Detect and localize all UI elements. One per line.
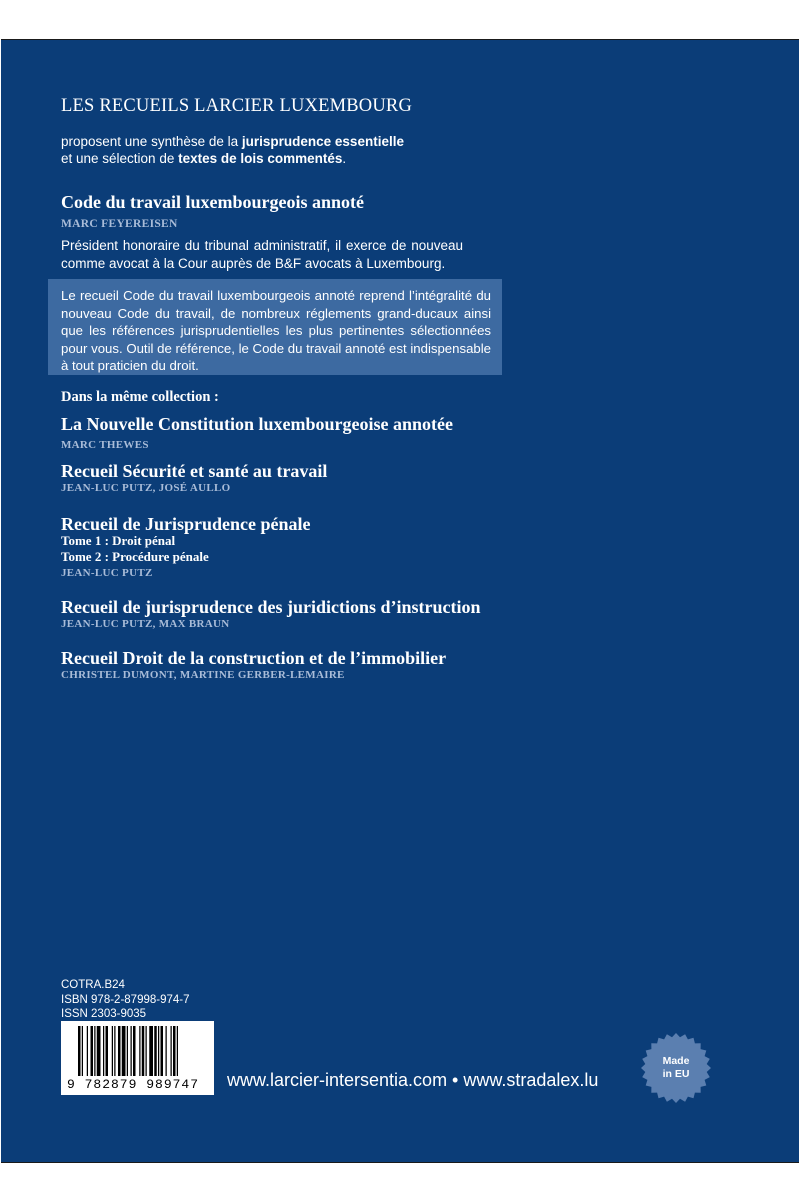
summary-box [48,279,502,375]
summary-line: que les références jurisprudentielles les plus pertinentes sélectionnées [61,323,491,339]
barcode-digits: 9 782879 989747 [67,1077,200,1092]
intro-line-2-text: et une sélection de [61,151,179,166]
barcode-bar [94,1026,95,1076]
intro-text [61,133,404,167]
summary-line: pour vous. Outil de référence, le Code du travail annoté est indispensable [61,340,491,356]
back-cover [1,39,799,1163]
barcode-bar [161,1026,164,1076]
barcode-bar [171,1026,172,1076]
intro-line-1-text: proposent une synthèse de la [61,134,242,149]
summary-line: Le recueil Code du travail luxembourgeois annoté reprend l’intégralité du [61,288,491,303]
book-author: CHRISTEL DUMONT, MARTINE GERBER-LEMAIRE [61,669,345,681]
book-title: Recueil de jurisprudence des juridictions d’instruction [61,597,481,617]
collection-title: LES RECUEILS LARCIER LUXEMBOURG [61,96,413,116]
barcode-bar [149,1026,153,1076]
summary-text [61,287,491,375]
main-book-author: MARC FEYEREISEN [61,218,178,230]
badge-text [640,1055,712,1080]
book-author: MARC THEWES [61,439,149,451]
summary-line: nouveau Code du travail, de nombreux réglements grand-ducaux ainsi [61,305,491,321]
barcode-bar [127,1026,128,1076]
barcode-bar [131,1026,132,1076]
intro-line-2 [61,150,404,167]
book-title: La Nouvelle Constitution luxembourgeoise annotée [61,414,454,434]
barcode [61,1021,214,1095]
barcode-bar [173,1026,176,1076]
author-bio [61,237,463,273]
reference-block [61,978,190,1022]
website-links: www.larcier-intersentia.com • www.stradalex.lu [227,1070,599,1090]
reference-code: COTRA.B24 [61,979,125,991]
author-bio-line: comme avocat à la Cour auprès de B&F avocats à Luxembourg. [61,256,446,271]
badge-line-1: Made [662,1055,690,1067]
book-title: Recueil Droit de la construction et de l’immobilier [61,648,447,668]
barcode-bar [91,1026,94,1076]
barcode-bar [177,1026,178,1076]
author-bio-line: Président honoraire du tribunal administratif, il exerce de nouveau [61,238,463,253]
barcode-bar [133,1026,136,1076]
book-title: Recueil de Jurisprudence pénale [61,514,311,534]
barcode-bar [78,1026,81,1076]
issn: ISSN 2303-9035 [61,1008,147,1020]
barcode-bar [158,1026,159,1076]
intro-line-1-bold: jurisprudence essentielle [241,134,404,149]
book-title: Recueil Sécurité et santé au travail [61,461,328,481]
barcode-bar [106,1026,109,1076]
barcode-bar [82,1026,83,1076]
same-collection-heading: Dans la même collection : [61,389,219,405]
intro-line-2-bold: textes de lois commentés [178,151,343,166]
main-book-title: Code du travail luxembourgeois annoté [61,192,365,212]
barcode-bar [112,1026,113,1076]
barcode-bar [139,1026,140,1076]
barcode-bar [166,1026,167,1076]
barcode-bar [118,1026,121,1076]
intro-line-2-suffix: . [342,151,347,166]
book-tome: Tome 1 : Droit pénal [61,533,176,548]
book-author: JEAN-LUC PUTZ [61,567,153,579]
badge-line-2: in EU [662,1067,690,1080]
summary-line: à tout praticien du droit. [61,358,199,374]
book-author: JEAN-LUC PUTZ, MAX BRAUN [61,618,230,630]
book-tome: Tome 2 : Procédure pénale [61,549,209,564]
barcode-bar [114,1026,115,1076]
barcode-bar [103,1026,104,1076]
barcode-bar [87,1026,88,1076]
barcode-bar [97,1026,101,1076]
isbn: ISBN 978-2-87998-974-7 [61,993,190,1006]
made-in-eu-badge [640,1032,712,1104]
intro-line-1 [61,133,404,150]
barcode-bar [146,1026,147,1076]
book-author: JEAN-LUC PUTZ, JOSÉ AULLO [61,482,231,494]
barcode-bar [154,1026,157,1076]
barcode-bar [122,1026,126,1076]
barcode-bar [142,1026,145,1076]
